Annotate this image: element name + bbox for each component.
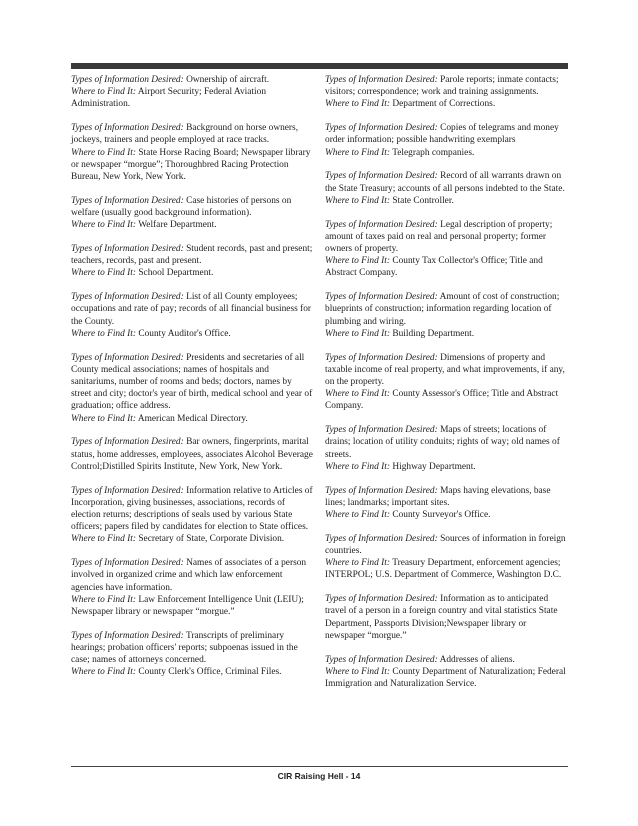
where-label: Where to Find It:	[71, 268, 136, 279]
desired-text: Maps of streets; locations of drains; location of utility conduits; rights of way; old names of streets.	[325, 425, 560, 460]
desired-label: Types of Information Desired:	[325, 654, 438, 665]
where-label: Where to Find It:	[325, 389, 390, 400]
desired-label: Types of Information Desired:	[71, 244, 184, 255]
where-label: Where to Find It:	[71, 147, 136, 158]
desired-text: Transcripts of preliminary hearings; probation officers' reports; subpoenas issued in the case; names of attorneys concerned.	[71, 630, 298, 666]
where-label: Where to Find It:	[71, 87, 136, 98]
desired-label: Types of Information Desired:	[71, 630, 184, 641]
desired-text: Record of all warrants drawn on the State Treasury; accounts of all persons indebted to the State.	[325, 171, 565, 194]
where-text: Law Enforcement Intelligence Unit (LEIU); Newspaper library or newspaper “morgue.”	[71, 594, 304, 618]
entry	[71, 122, 314, 183]
desired-text: Background on horse owners, jockeys, trainers and people employed at race tracks.	[71, 123, 299, 146]
entry	[325, 533, 568, 582]
entry	[71, 485, 314, 546]
desired-label: Types of Information Desired:	[325, 425, 438, 436]
where-text: County Department of Naturalization; Federal Immigration and Naturalization Service.	[325, 666, 566, 690]
desired-label: Types of Information Desired:	[325, 594, 438, 605]
desired-label: Types of Information Desired:	[71, 485, 184, 496]
where-text: Highway Department.	[392, 461, 476, 472]
desired-text: Student records, past and present; teachers, records, past and present.	[71, 244, 313, 267]
where-text: School Department.	[138, 268, 214, 279]
desired-label: Types of Information Desired:	[325, 292, 438, 303]
desired-label: Types of Information Desired:	[71, 195, 184, 206]
where-text: Building Department.	[392, 328, 475, 339]
page-footer: CIR Raising Hell - 14	[277, 771, 361, 781]
left-column	[71, 74, 314, 690]
where-label: Where to Find It:	[325, 328, 390, 339]
desired-label: Types of Information Desired:	[325, 219, 438, 230]
right-column	[325, 74, 568, 702]
where-label: Where to Find It:	[325, 256, 390, 267]
where-label: Where to Find It:	[71, 328, 136, 339]
where-text: County Auditor's Office.	[138, 328, 231, 339]
desired-label: Types of Information Desired:	[325, 485, 438, 496]
desired-text: Names of associates of a person involved in organized crime and which law enforcement agencies have information.	[71, 558, 307, 593]
entry	[325, 122, 568, 159]
desired-text: Amount of cost of construction; blueprints of construction; information regarding location of plumbing and wiring.	[325, 292, 560, 327]
where-label: Where to Find It:	[71, 220, 136, 231]
desired-text: Sources of information in foreign countries.	[325, 533, 566, 557]
where-text: Secretary of State, Corporate Division.	[138, 534, 285, 545]
entry	[71, 352, 314, 425]
desired-label: Types of Information Desired:	[71, 437, 184, 448]
where-text: State Horse Racing Board; Newspaper library or newspaper “morgue”; Thoroughbred Racing Protection Bureau, New York, New York.	[71, 147, 311, 183]
desired-label: Types of Information Desired:	[325, 75, 438, 85]
where-text: American Medical Directory.	[137, 413, 248, 424]
entry	[71, 436, 314, 473]
where-label: Where to Find It:	[325, 558, 390, 569]
bottom-rule	[71, 766, 568, 767]
desired-text: Parole reports; inmate contacts; visitors; correspondence; work and training assignments.	[325, 75, 559, 98]
desired-text: Copies of telegrams and money order information; possible handwriting exemplars	[325, 123, 559, 146]
where-label: Where to Find It:	[325, 666, 390, 677]
entry	[71, 557, 314, 618]
desired-label: Types of Information Desired:	[71, 75, 184, 85]
desired-label: Types of Information Desired:	[71, 352, 184, 363]
where-text: County Clerk's Office, Criminal Files.	[138, 667, 282, 678]
desired-label: Types of Information Desired:	[71, 558, 184, 569]
entry	[71, 630, 314, 679]
entry	[325, 593, 568, 642]
desired-label: Types of Information Desired:	[71, 123, 184, 134]
where-label: Where to Find It:	[325, 195, 390, 206]
where-label: Where to Find It:	[71, 667, 136, 678]
where-text: Treasury Department, enforcement agencies; INTERPOL; U.S. Department of Commerce, Washington D.C.	[325, 558, 562, 581]
desired-text: Information as to anticipated travel of a person in a foreign country and vital statistics State Department, Passports Division;Newspaper library or newspaper “morgue.”	[325, 594, 558, 641]
entry	[325, 485, 568, 522]
where-label: Where to Find It:	[325, 147, 390, 158]
where-label: Where to Find It:	[325, 99, 390, 110]
entry	[71, 74, 314, 111]
desired-label: Types of Information Desired:	[325, 533, 438, 544]
where-label: Where to Find It:	[71, 413, 136, 424]
desired-text: Maps having elevations, base lines; landmarks; important sites.	[325, 485, 551, 508]
desired-text: Presidents and secretaries of all County medical associations; names of hospitals and sanitariums, number of rooms and beds; doctors, names by street and city; doctor's year of birth, medical school and year of graduation; office address.	[71, 352, 313, 412]
entry	[325, 74, 568, 111]
where-text: Department of Corrections.	[392, 99, 496, 110]
entry	[325, 352, 568, 413]
where-text: State Controller.	[392, 195, 454, 206]
desired-text: Information relative to Articles of Incorporation, giving businesses, associations, records of election returns; descriptions of seals used by various State officers; papers filed by candidates for election to State offices.	[71, 485, 313, 533]
where-label: Where to Find It:	[71, 534, 136, 545]
entry	[325, 424, 568, 473]
where-text: County Assessor's Office; Title and Abstract Company.	[325, 389, 559, 412]
where-text: County Surveyor's Office.	[392, 510, 491, 521]
desired-text: Case histories of persons on welfare (usually good background information).	[71, 195, 292, 219]
desired-text: List of all County employees; occupations and rate of pay; records of all financial business for the County.	[71, 292, 312, 327]
where-text: Airport Security; Federal Aviation Administration.	[71, 87, 267, 110]
desired-label: Types of Information Desired:	[325, 352, 438, 363]
desired-label: Types of Information Desired:	[71, 292, 184, 303]
desired-text: Dimensions of property and taxable income of real property, and what improvements, if any, on the property.	[325, 352, 565, 388]
entry	[71, 243, 314, 280]
where-text: County Tax Collector's Office; Title and Abstract Company.	[325, 256, 543, 279]
entry	[71, 195, 314, 232]
desired-text: Legal description of property; amount of taxes paid on real and personal property; former owners of property.	[325, 219, 553, 255]
where-label: Where to Find It:	[71, 594, 136, 605]
desired-text: Ownership of aircraft.	[186, 75, 270, 85]
entry	[325, 291, 568, 340]
where-label: Where to Find It:	[325, 461, 390, 472]
where-text: Welfare Department.	[138, 220, 217, 231]
entry	[325, 170, 568, 207]
where-text: Telegraph companies.	[392, 147, 475, 158]
desired-label: Types of Information Desired:	[325, 171, 438, 182]
entry	[325, 219, 568, 280]
entry	[325, 654, 568, 691]
desired-text: Bar owners, fingerprints, marital status, home addresses, employees, associates Alcohol Beverage Control;Distilled Spirits Institute, New York, New York.	[71, 437, 313, 472]
top-rule	[71, 63, 568, 69]
where-label: Where to Find It:	[325, 510, 390, 521]
entry	[71, 291, 314, 340]
desired-text: Addresses of aliens.	[439, 654, 515, 665]
desired-label: Types of Information Desired:	[325, 123, 438, 134]
